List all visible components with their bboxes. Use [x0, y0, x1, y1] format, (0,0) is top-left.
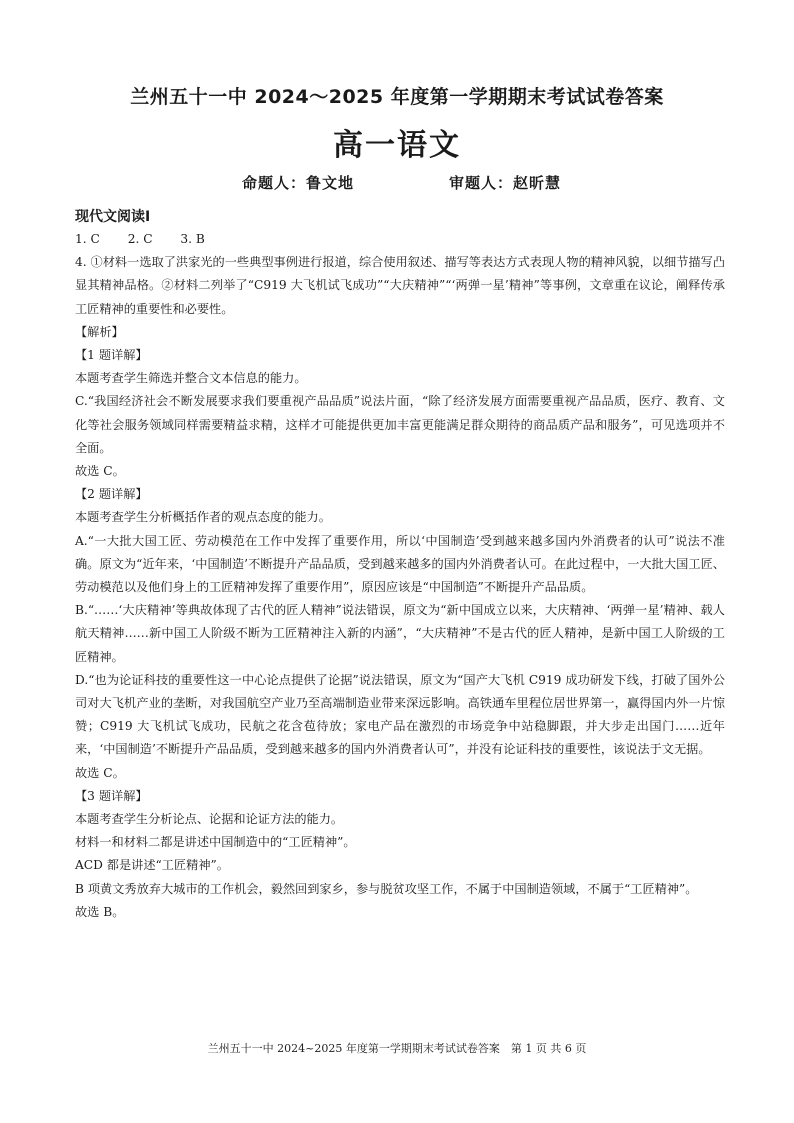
q1-skill: 本题考查学生筛选并整合文本信息的能力。	[75, 371, 307, 386]
q3-detail-heading: 【3 题详解】	[75, 788, 148, 803]
q3-materials: 材料一和材料二都是讲述中国制造中的“工匠精神”。	[75, 835, 356, 850]
q3-acd: ACD 都是讲述“工匠精神”。	[75, 858, 229, 873]
answer-3: 3. B	[180, 232, 205, 246]
subject-title: 高一语文	[333, 128, 461, 163]
page-footer: 兰州五十一中 2024~2025 年度第一学期期末考试试卷答案 第 1 页 共 6 页	[207, 1042, 587, 1055]
q2-skill: 本题考查学生分析概括作者的观点态度的能力。	[75, 510, 331, 525]
q2-option-d: D.“也为论证科技的重要性这一中心论点提供了论据”说法错误，原文为“国产大飞机 C919 成功研发下线，打破了国外公司对大飞机产业的垄断，对我国航空产业乃至高端制造业带来深远影响。高铁通车里程位居世界第一，赢得国内外一片惊赞；C919 大飞机试飞成功，民航之花含苞待放；家电产品在激烈的市场竞争中站稳脚跟，并大步走出国门……近年来，‘中国制造’不断提升产品品质，受到越来越多的国内外消费者认可”，并没有论证科技的重要性，该说法于文无据。	[75, 672, 725, 757]
answer-2: 2. C	[127, 232, 153, 246]
answer-4-paragraph: 4. ①材料一选取了洪家光的一些典型事例进行报道，综合使用叙述、描写等表达方式表现人物的精神风貌，以细节描写凸显其精神品格。②材料二列举了“C919 大飞机试飞成功”“大庆精神”“‘两弹一星’精神”等事例，文章重在议论，阐释传承工匠精神的重要性和必要性。	[75, 255, 725, 316]
q3-option-b: B 项黄文秀放弃大城市的工作机会，毅然回到家乡，参与脱贫攻坚工作，不属于中国制造领域，不属于“工匠精神”。	[75, 881, 698, 896]
question-reviewer: 审题人：赵昕慧	[449, 174, 562, 192]
section-heading: 现代文阅读Ⅰ	[75, 209, 151, 225]
q2-conclusion: 故选 C。	[75, 765, 125, 780]
answer-key-line	[75, 228, 725, 251]
q1-conclusion: 故选 C。	[75, 464, 125, 479]
answer-body	[75, 228, 725, 924]
analysis-label: 【解析】	[75, 324, 124, 339]
q3-conclusion: 故选 B。	[75, 904, 125, 919]
document-title: 兰州五十一中 2024～2025 年度第一学期期末考试试卷答案	[130, 86, 664, 108]
q2-detail-heading: 【2 题详解】	[75, 487, 148, 502]
answer-1: 1. C	[75, 232, 100, 246]
q1-detail-heading: 【1 题详解】	[75, 348, 148, 363]
question-setter: 命题人：鲁文地	[242, 174, 355, 192]
q3-skill: 本题考查学生分析论点、论据和论证方法的能力。	[75, 812, 344, 827]
q2-option-b: B.“……‘大庆精神’等典故体现了古代的匠人精神”说法错误，原文为“新中国成立以来，大庆精神、‘两弹一星’精神、载人航天精神……新中国工人阶级不断为工匠精神注入新的内涵”，“大庆精神”不是古代的匠人精神，是新中国工人阶级的工匠精神。	[75, 603, 725, 664]
q1-option-c: C.“我国经济社会不断发展要求我们要重视产品品质”说法片面，“除了经济发展方面需要重视产品品质，医疗、教育、文化等社会服务领域同样需要精益求精，这样才可能提供更加丰富更能满足群众期待的商品质产品和服务”，可见选项并不全面。	[75, 394, 725, 455]
q2-option-a: A.“一大批大国工匠、劳动模范在工作中发挥了重要作用，所以‘中国制造’受到越来越多国内外消费者的认可”说法不准确。原文为“近年来，‘中国制造’不断提升产品品质，受到越来越多的国内外消费者认可。在此过程中，一大批大国工匠、劳动模范以及他们身上的工匠精神发挥了重要作用”，原因应该是“中国制造”不断提升产品品质。	[75, 533, 725, 595]
